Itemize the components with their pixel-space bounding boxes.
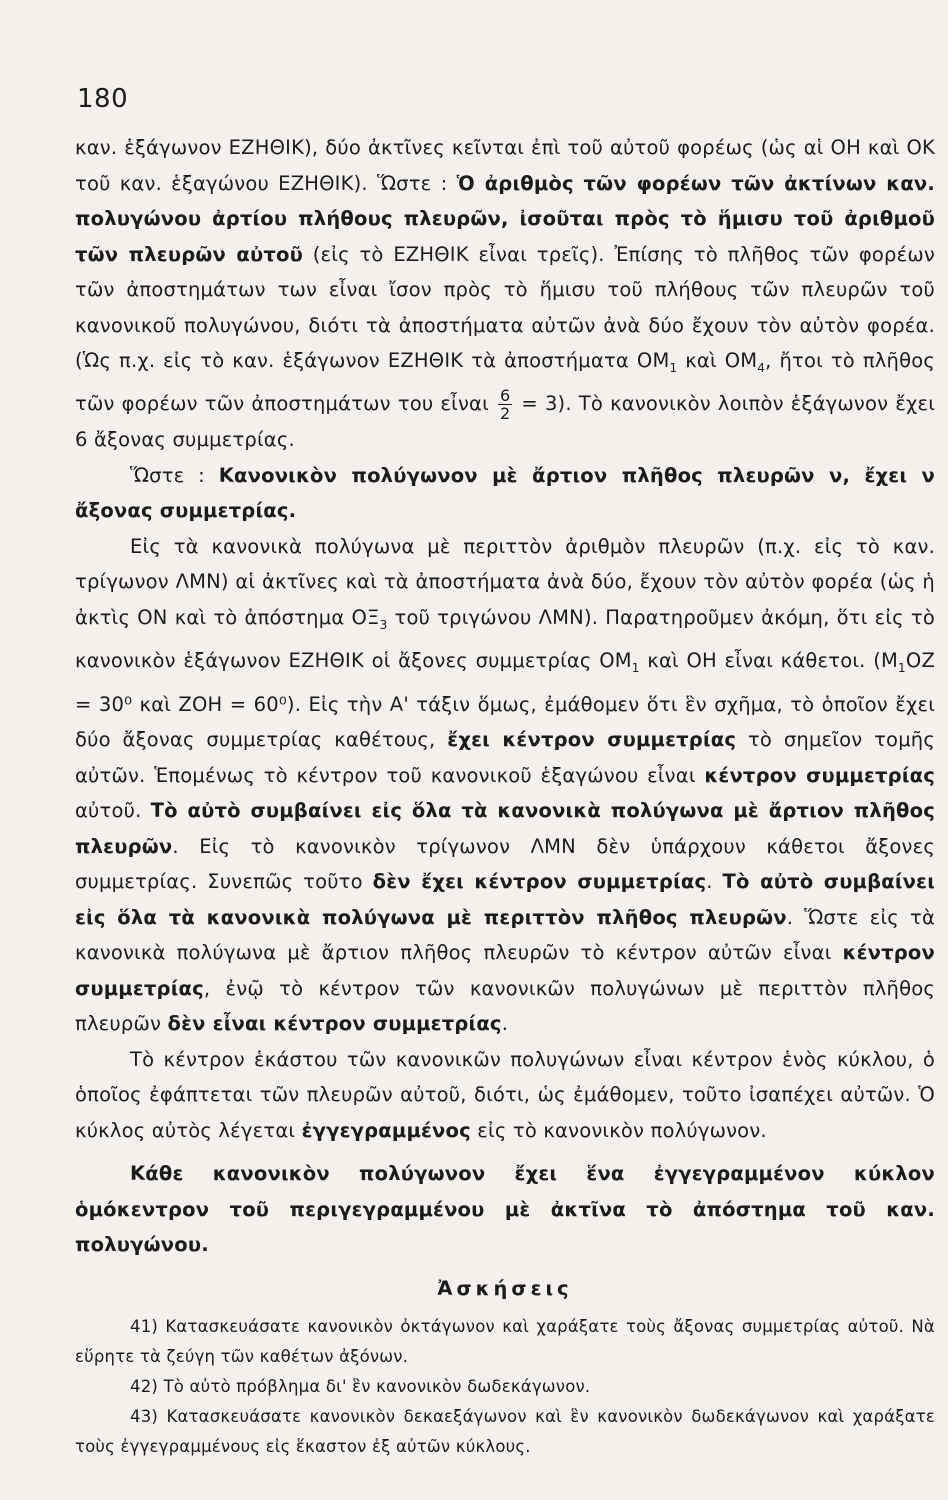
p1-text-c: (εἰς τὸ ΕΖΗΘΙΚ εἶναι τρεῖς). Ἐπίσης τὸ πλῆθος τῶν φορέων τῶν ἀποστημάτων των εἶναι ἴσον πρὸς τὸ ἥμισυ τοῦ πλήθους τῶν πλευρῶν τοῦ κανονικοῦ πολυγώνου, διότι τὰ ἀποστήματα αὐτῶν ἀνὰ δύο ἔχουν τὸν αὐτὸν φορέα. (Ὡς π.χ. εἰς τὸ καν. ἑξάγωνον ΕΖΗΘΙΚ τὰ ἀποστήματα ΟΜ: [75, 242, 935, 372]
paragraph-5-theorem: Κάθε κανονικὸν πολύγωνον ἔχει ἕνα ἐγγεγραμμένον κύκλον ὁμόκεντρον τοῦ περιγεγραμμένου μὲ ἀκτῖνα τὸ ἀπόστημα τοῦ καν. πολυγώνου.: [75, 1162, 935, 1257]
p3-text-f: τὸ σημεῖον τομῆς αὐτῶν. Ἑπομένως τὸ κέντρον τοῦ κανονικοῦ ἑξαγώνου εἶναι: [75, 728, 936, 787]
exercise-list: [75, 1312, 935, 1462]
paragraph-1: [75, 130, 935, 458]
p3-text-h: αὐτοῦ.: [75, 799, 151, 823]
p3-bold-i: Τὸ αὐτὸ συμβαίνει εἰς ὅλα τὰ κανονικὰ πολύγωνα μὲ ἄρτιον πλῆθος πλευρῶν: [75, 799, 935, 858]
p1-text-f: = 3). Τὸ κανονικὸν λοιπὸν ἑξάγωνον ἔχει 6 ἄξονας συμμετρίας.: [75, 392, 935, 452]
paragraph-4: [75, 1042, 935, 1149]
p1-subscript-4: 4: [757, 360, 766, 375]
page-body: [75, 130, 935, 1462]
p1-text-d: καὶ ΟΜ: [677, 349, 758, 372]
p1-text-a: καν. ἑξάγωνον ΕΖΗΘΙΚ), δύο ἀκτῖνες κεῖνται ἐπὶ τοῦ αὐτοῦ φορέως (ὡς αἱ ΟΗ καὶ ΟΚ τοῦ καν. ἑξαγώνου ΕΖΗΘΙΚ). Ὥστε :: [75, 136, 935, 195]
p4-bold-b: ἐγγεγραμμένος: [301, 1118, 471, 1142]
exercise-41: 41) Κατασκευάσατε κανονικὸν ὀκτάγωνον καὶ χαράξατε τοὺς ἄξονας συμμετρίας αὐτοῦ. Νὰ εὕρητε τὰ ζεύγη τῶν καθέτων ἀξόνων.: [75, 1317, 935, 1367]
fraction-denominator: 2: [499, 404, 511, 424]
fraction-numerator: 6: [499, 386, 511, 406]
p2-bold-rule: Κανονικὸν πολύγωνον μὲ ἄρτιον πλῆθος πλευρῶν ν, ἔχει ν ἄξονας συμμετρίας.: [75, 463, 935, 523]
p1-subscript-1: 1: [669, 360, 678, 375]
p3-text-l: .: [706, 870, 723, 894]
p3-text-r: .: [501, 1012, 509, 1036]
exercise-43: 43) Κατασκευάσατε κανονικὸν δεκαεξάγωνον καὶ ἓν κανονικὸν δωδεκάγωνον καὶ χαράξατε τοὺς ἐγγεγραμμένους εἰς ἕκαστον ἐξ αὐτῶν κύκλους.: [75, 1407, 935, 1457]
exercises-heading: Ἀσκήσεις: [437, 1276, 573, 1300]
p3-subscript-1b: 1: [898, 661, 906, 676]
p3-subscript-1: 1: [631, 661, 640, 676]
p3-text-j: . Εἰς τὸ κανονικὸν τρίγωνον ΛΜΝ δὲν ὑπάρχουν κάθετοι ἄξονες συμμετρίας. Συνεπῶς τοῦτο: [75, 834, 935, 894]
p3-bold-g: κέντρον συμμετρίας: [704, 763, 935, 787]
paragraph-2: [75, 458, 935, 529]
page-number: 180: [77, 84, 129, 114]
p3-text-p: , ἐνῷ τὸ κέντρον τῶν κανονικῶν πολυγώνων μὲ περιττὸν πλῆθος πλευρῶν: [75, 976, 935, 1036]
p3-bold-k: δὲν ἔχει κέντρον συμμετρίας: [372, 870, 707, 894]
p4-text-a: Τὸ κέντρον ἑκάστου τῶν κανονικῶν πολυγώνων εἶναι κέντρον ἑνὸς κύκλου, ὁ ὁποῖος ἐφάπτεται τῶν πλευρῶν αὐτοῦ, διότι, ὡς ἐμάθομεν, τοῦτο ἰσαπέχει αὐτῶν. Ὁ κύκλος αὐτὸς λέγεται: [75, 1047, 935, 1142]
paragraph-3: [75, 529, 935, 1042]
p3-bold-m: Τὸ αὐτὸ συμβαίνει εἰς ὅλα τὰ κανονικὰ πολύγωνα μὲ περιττὸν πλῆθος πλευρῶν: [75, 870, 935, 929]
p3-bold-e: ἔχει κέντρον συμμετρίας: [447, 728, 737, 752]
p4-text-c: εἰς τὸ κανονικὸν πολύγωνον.: [470, 1118, 767, 1142]
p3-text-n: . Ὥστε εἰς τὰ κανονικὰ πολύγωνα μὲ ἄρτιον πλῆθος πλευρῶν τὸ κέντρον αὐτῶν εἶναι: [75, 905, 936, 965]
p2-text-a: Ὥστε :: [130, 463, 219, 487]
fraction: [498, 387, 512, 422]
p3-text-c: καὶ ΟΗ εἶναι κάθετοι. (Μ: [639, 649, 899, 673]
p3-bold-q: δὲν εἶναι κέντρον συμμετρίας: [167, 1012, 502, 1036]
p3-text-b: τοῦ τριγώνου ΛΜΝ). Παρατηροῦμεν ἀκόμη, ὅτι εἰς τὸ κανονικὸν ἑξάγωνον ΕΖΗΘΙΚ οἱ ἄξονες συμμετρίας ΟΜ: [75, 605, 935, 673]
p3-bold-o: κέντρον συμμετρίας: [75, 941, 935, 1000]
p3-text-a: Εἰς τὰ κανονικὰ πολύγωνα μὲ περιττὸν ἀριθμὸν πλευρῶν (π.χ. εἰς τὸ καν. τρίγωνον ΛΜΝ) αἱ ἀκτῖνες καὶ τὰ ἀποστήματα ἀνὰ δύο, ἔχουν τὸν αὐτὸν φορέα (ὡς ἡ ἀκτὶς ΟΝ καὶ τὸ ἀπόστημα ΟΞ: [75, 534, 935, 629]
p3-subscript-3: 3: [379, 617, 388, 632]
p3-text-d: ΟZ = 30⁰ καὶ ZOH = 60⁰). Εἰς τὴν Α' τάξιν ὅμως, ἐμάθομεν ὅτι ἓν σχῆμα, τὸ ὁποῖον ἔχει δύο ἄξονας συμμετρίας καθέτους,: [75, 649, 935, 752]
exercise-42: 42) Τὸ αὐτὸ πρόβλημα δι' ἓν κανονικὸν δωδεκάγωνον.: [130, 1377, 591, 1397]
p1-bold-statement: Ὁ ἀριθμὸς τῶν φορέων τῶν ἀκτίνων καν. πολυγώνου ἀρτίου πλήθους πλευρῶν, ἰσοῦται πρὸς τὸ ἥμισυ τοῦ ἀριθμοῦ τῶν πλευρῶν αὐτοῦ: [75, 171, 936, 266]
p1-text-e: , ἤτοι τὸ πλῆθος τῶν φορέων τῶν ἀποστημάτων του εἶναι: [75, 349, 935, 416]
